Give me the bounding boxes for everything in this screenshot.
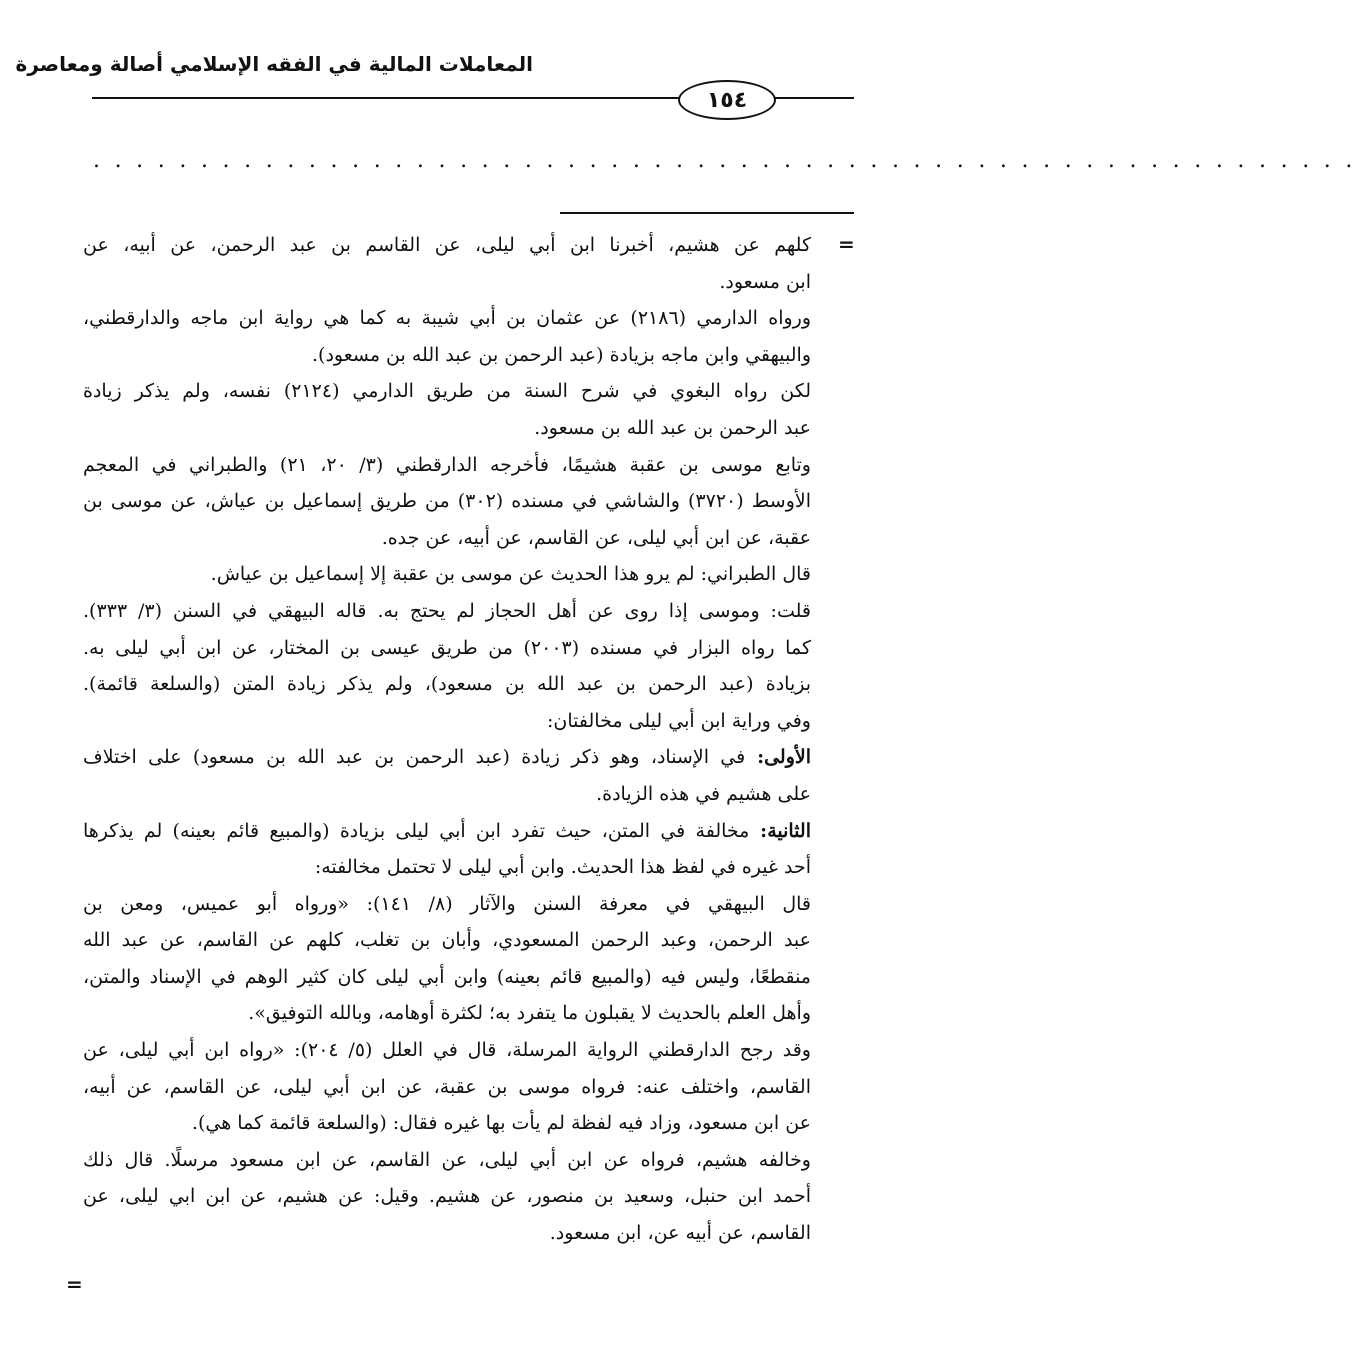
text-line: ورواه الدارمي (٢١٨٦) عن عثمان بن أبي شيبة به كما هي رواية ابن ماجه والدارقطني، <box>83 307 811 330</box>
text-line: أحد غيره في لفظ هذا الحديث. وابن أبي ليلى لا تحتمل مخالفته: <box>314 856 811 879</box>
text-line: وقد رجح الدارقطني الرواية المرسلة، قال في العلل (٥/ ٢٠٤): «رواه ابن أبي ليلى، عن <box>83 1039 811 1062</box>
text-line: كلهم عن هشيم، أخبرنا ابن أبي ليلى، عن القاسم بن عبد الرحمن، عن أبيه، عن <box>83 234 811 256</box>
text-line: ابن مسعود. <box>719 270 811 293</box>
text-line: قال الطبراني: لم يرو هذا الحديث عن موسى بن عقبة إلا إسماعيل بن عياش. <box>210 563 811 586</box>
text-line: على هشيم في هذه الزيادة. <box>596 782 811 805</box>
text-line: والبيهقي وابن ماجه بزيادة (عبد الرحمن بن عبد الله بن مسعود). <box>312 343 811 366</box>
text-line: وفي وراية ابن أبي ليلى مخالفتان: <box>547 709 811 732</box>
footnote-body <box>83 227 811 1252</box>
text-line: لكن رواه البغوي في شرح السنة من طريق الدارمي (٢١٢٤) نفسه، ولم يذكر زيادة <box>83 380 811 403</box>
dotted-separator: ........................................................... <box>93 148 1367 173</box>
page-number: ١٥٤ <box>678 80 776 120</box>
continuation-mark-top: = <box>838 232 855 256</box>
page-header-title: المعاملات المالية في الفقه الإسلامي أصالة ومعاصرة <box>15 52 533 76</box>
text-segment: في الإسناد، وهو ذكر زيادة (عبد الرحمن بن عبد الله بن مسعود) على اختلاف <box>83 746 746 769</box>
label-second: الثانية: <box>749 819 811 842</box>
text-line: وتابع موسى بن عقبة هشيمًا، فأخرجه الدارقطني (٣/ ٢٠، ٢١) والطبراني في المعجم <box>83 453 811 476</box>
text-line-first-point <box>83 739 811 776</box>
text-line: قلت: وموسى إذا روى عن أهل الحجاز لم يحتج به. قاله البيهقي في السنن (٣/ ٣٣٣). <box>83 599 811 622</box>
text-line: عبد الرحمن بن عبد الله بن مسعود. <box>534 416 811 439</box>
footnote-rule <box>560 212 854 214</box>
text-line: وخالفه هشيم، فرواه عن ابن أبي ليلى، عن القاسم، عن ابن مسعود مرسلًا. قال ذلك <box>83 1148 811 1171</box>
label-first: الأولى: <box>745 746 811 769</box>
continuation-mark-bottom: = <box>66 1272 83 1296</box>
text-line: كما رواه البزار في مسنده (٢٠٠٣) من طريق عيسى بن المختار، عن ابن أبي ليلى به. <box>83 636 811 659</box>
text-line: بزيادة (عبد الرحمن بن عبد الله بن مسعود)، ولم يذكر زيادة المتن (والسلعة قائمة). <box>83 673 811 696</box>
text-line: قال البيهقي في معرفة السنن والآثار (٨/ ١٤١): «ورواه أبو عميس، ومعن بن <box>83 892 811 915</box>
text-line: القاسم، واختلف عنه: فرواه موسى بن عقبة، عن ابن أبي ليلى، عن القاسم، عن أبيه، <box>83 1075 811 1098</box>
text-line: أحمد ابن حنبل، وسعيد بن منصور، عن هشيم. وقيل: عن هشيم، عن ابن ابي ليلى، عن <box>83 1185 811 1208</box>
text-line: منقطعًا، وليس فيه (والمبيع قائم بعينه) وابن أبي ليلى كان كثير الوهم في الإسناد والمتن، <box>83 965 811 988</box>
text-line: عقبة، عن ابن أبي ليلى، عن القاسم، عن أبيه، عن جده. <box>381 526 811 549</box>
text-line: عبد الرحمن، وعبد الرحمن المسعودي، وأبان بن تغلب، كلهم عن القاسم، عن عبد الله <box>83 929 811 952</box>
text-segment: مخالفة في المتن، حيث تفرد ابن أبي ليلى بزيادة (والمبيع قائم بعينه) لم يذكرها <box>83 819 750 842</box>
text-line: القاسم، عن أبيه عن، ابن مسعود. <box>549 1222 811 1245</box>
text-line: وأهل العلم بالحديث لا يقبلون ما يتفرد به؛ لكثرة أوهامه، وبالله التوفيق». <box>248 1002 811 1025</box>
text-line-second-point <box>83 813 811 850</box>
text-line: الأوسط (٣٧٢٠) والشاشي في مسنده (٣٠٢) من طريق إسماعيل بن عياش، عن موسى بن <box>83 490 811 513</box>
text-line: عن ابن مسعود، وزاد فيه لفظة لم يأت بها غيره فقال: (والسلعة قائمة كما هي). <box>191 1112 811 1135</box>
